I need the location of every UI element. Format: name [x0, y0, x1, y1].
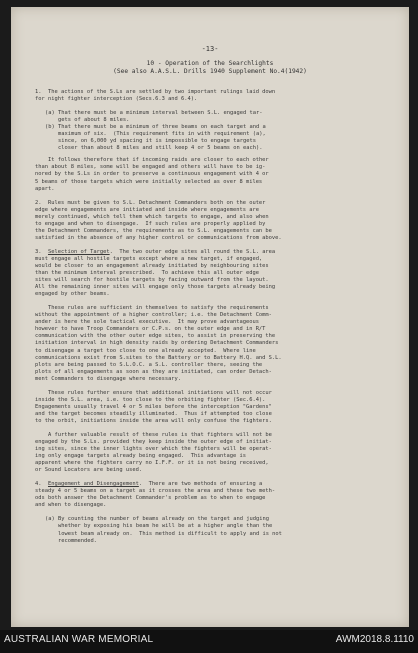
paragraph-3-number: 3.: [35, 248, 48, 255]
paragraph-1: 1. The actions of the S.Ls are settled by two important rulings laid down for night fighter interception (Secs.6.3 and 6.4).: [35, 89, 276, 103]
reference-number: AWM2018.8.1110: [335, 634, 414, 645]
paragraph-1-follow: It follows therefore that if incoming raids are closer to each other than about 8 miles, some will be engaged and others will have to be ig- nored by the S.Ls in order to preserve a continuous engagement with 4 or 5 beams of those targets which were initially selected as over 8 miles apart.: [35, 157, 269, 192]
paragraph-6: A further valuable result of these rules is that fighters will not be engaged by the S.Ls. provided they keep inside the outer edge of initiat- ing sites, since the inner lights over which the fighters will be operat- ing only engage targets already being engaged. This advantage is apparent where the fighters carry no I.F.F. or it is not being received, or Sound Locators are being used.: [35, 431, 272, 474]
title-line-2: (See also A.A.S.L. Drills 1940 Supplement No.4(1942): [113, 68, 307, 75]
paragraph-7-heading: Engagement and Disengagement: [47, 481, 139, 488]
paragraph-3-heading: Selection of Target: [47, 248, 110, 255]
paragraph-5: These rules further ensure that additional initiations will not occur inside the S.L. area, i.e. too close to the orbiting fighter (Sec.6.4). Engagements usually travel 4 or 5 miles before the interception "Gardens" and the target becomes steadily illuminated. Thus if attempted too close to the orbit, initiations inside the area will only confuse the fighters.: [35, 389, 272, 424]
document-page: [11, 7, 409, 627]
paragraph-3: [35, 249, 387, 298]
institution-label: AUSTRALIAN WAR MEMORIAL: [4, 634, 154, 645]
title-line-1: 10 - Operation of the Searchlights: [146, 60, 274, 67]
page-number: -13-: [201, 45, 219, 53]
paragraph-1-b: (b) That there must be a minimum of three beams on each target and a maximum of six. (This requirement fits in with requirement (a), since, on 6,000 yd spacing it is impossible to engage targets closer than about 8 miles and still keep 4 or 5 beams on each).: [45, 124, 266, 152]
paragraph-7-number: 4.: [35, 481, 48, 488]
paragraph-3-text: . The two outer edge sites all round the S.L. area must engage all hostile targets except where a new target, if engaged, would be closer to an engagement already initiated by neighbouring sites than the minimum interval prescribed. To achieve this all outer edge sites will search for hostile targets by facing outward from the layout. All the remaining inner sites will engage only those targets already being engaged by other beams.: [35, 248, 276, 298]
footer-bar: [0, 630, 418, 653]
paragraph-7-a: (a) By counting the number of beams already on the target and judging whether by exposing his beam he will be at a higher angle than the lowest beam already on. This method is difficult to apply and is not recommended.: [45, 516, 282, 544]
document-body: [35, 89, 387, 545]
paragraph-7: [35, 481, 387, 509]
section-title: [11, 60, 409, 76]
paragraph-4: These rules are sufficient in themselves to satisfy the requirements without the appointment of a higher controller; i.e. the Detachment Comm- ander is here the sole tactical executive. It may prove advantageous however to have Troop Commanders or C.P.s. on the outer edge and in R/T communication with the other outer edge sites, to assist in preserving the initiation interval in high density raids by ordering Detachment Commanders to disengage a target too close to one already accepted. Where line communications exist from S.sites to the Battery or to Battery H.Q. and S.L. plots are being passed to S.L.O.C. a S.L. controller there, seeing the plots of all engagements as soon as they are initiated, can order Detach- ment Commanders to disengage where necessary.: [35, 305, 282, 382]
paragraph-1-a: (a) That there must be a minimum interval between S.L. engaged tar- gets of about 8 miles.: [45, 110, 263, 124]
paragraph-2: 2. Rules must be given to S.L. Detachment Commanders both on the outer edge where engagements are initiated and inside where engagements are merely continued, which tell them which targets to engage, and also when to engage and when to disengage. If such rules are properly applied by the Detachment Commanders, the requirements as to S.L. engagements can be satisfied in the absence of any higher control or communications from above.: [35, 199, 282, 241]
paragraph-7-text: . There are two methods of ensuring a steady 4 or 5 beams on a target as it crosses the area and these two meth- ods both answer the Detachment Commander's problem as to when to engage and when to disengage.: [35, 481, 276, 509]
